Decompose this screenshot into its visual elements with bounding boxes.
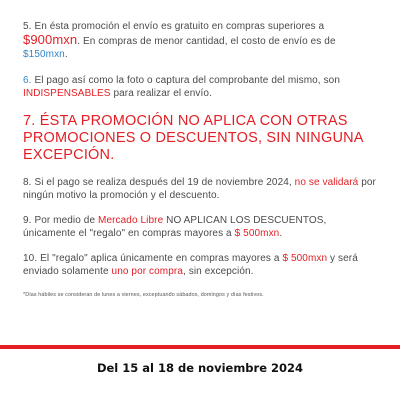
term-item-8 — [23, 176, 379, 202]
term-text: Si el pago se realiza después del 19 de noviembre 2024, — [34, 177, 292, 188]
term-text: para realizar el envío. — [113, 88, 212, 99]
term-item-9 — [23, 214, 379, 240]
term-emphasis: uno por compra — [111, 266, 183, 277]
term-text: NO APLICAN LOS DESCUENTOS, únicamente el "regalo" en compras mayores a — [23, 215, 327, 239]
term-text: . En compras de menor cantidad, el costo de envío es de — [77, 36, 336, 47]
term-text: ÉSTA PROMOCIÓN NO APLICA CON OTRAS PROMOCIONES O DESCUENTOS, SIN NINGUNA EXCEPCIÓN. — [23, 113, 363, 163]
term-item-6 — [23, 74, 379, 100]
gift-min-amount: $ 500mxn — [282, 253, 328, 264]
term-text: . — [64, 49, 68, 60]
term-text: El "regalo" aplica únicamente en compras mayores a — [40, 253, 280, 264]
term-text: . — [279, 228, 283, 239]
term-text: por ningún motivo la promoción y el descuento. — [23, 177, 376, 201]
free-shipping-amount: $900mxn — [23, 32, 78, 47]
term-number: 6. — [23, 75, 32, 86]
term-number: 9. — [23, 215, 32, 226]
term-text: En ésta promoción el envío es gratuito en compras superiores a — [34, 21, 325, 32]
term-number: 7. — [23, 113, 36, 129]
term-text: y será enviado solamente — [23, 253, 358, 277]
red-divider — [0, 345, 400, 349]
mercado-libre-text: Mercado Libre — [98, 215, 164, 226]
term-emphasis: no se validará — [294, 177, 359, 188]
term-text: El pago así como la foto o captura del comprobante del mismo, son — [34, 75, 340, 86]
term-number: 5. — [23, 21, 32, 32]
term-text: Por medio de — [34, 215, 96, 226]
footnote: *Días hábiles se consideran de lunes a viernes, exceptuando sábados, domingos y días festivos. — [23, 292, 264, 298]
term-item-10 — [23, 252, 379, 278]
term-item-7 — [23, 113, 379, 164]
term-number: 8. — [23, 177, 32, 188]
term-number: 10. — [23, 253, 38, 264]
term-item-5 — [23, 20, 379, 61]
term-text: , sin excepción. — [183, 266, 254, 277]
term-emphasis: INDISPENSABLES — [23, 88, 111, 99]
gift-min-amount: $ 500mxn — [234, 228, 280, 239]
terms-list — [23, 20, 379, 299]
shipping-cost-amount: $150mxn — [23, 49, 65, 60]
promotion-date-range: Del 15 al 18 de noviembre 2024 — [96, 361, 304, 375]
